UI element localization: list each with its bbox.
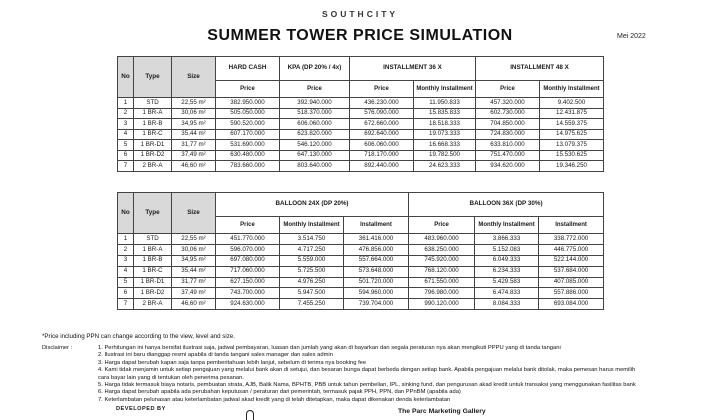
cell-price-36: 892.440.000	[350, 161, 414, 172]
cell-monthly-36: 6.474.833	[475, 288, 539, 299]
sub-price: Price	[350, 81, 414, 98]
table-row	[118, 244, 604, 255]
cell-price-36: 768.120.000	[409, 266, 475, 277]
col-no: No	[118, 193, 134, 234]
cell-hard-cash: 607.170.000	[216, 129, 280, 140]
table-row	[118, 255, 604, 266]
cell-kpa: 647.130.000	[280, 150, 350, 161]
cell-monthly-24: 7.455.250	[280, 299, 344, 310]
cell-no: 6	[118, 288, 134, 299]
cell-no: 1	[118, 98, 134, 109]
col-kpa: KPA (DP 20% / 4x)	[280, 57, 350, 81]
cell-price-48: 704.850.000	[476, 119, 540, 130]
cell-price-36: 718.170.000	[350, 150, 414, 161]
table-row	[118, 98, 604, 109]
cell-monthly-36: 19.073.333	[414, 129, 476, 140]
cell-monthly-48: 13.079.375	[540, 140, 604, 151]
cell-type: STD	[134, 234, 172, 245]
cell-hard-cash: 531.690.000	[216, 140, 280, 151]
cell-no: 4	[118, 266, 134, 277]
cell-no: 2	[118, 244, 134, 255]
table-row	[118, 266, 604, 277]
cell-type: 1 BR-C	[134, 266, 172, 277]
cell-size: 46,60 m²	[172, 299, 216, 310]
cell-price-36: 745.920.000	[409, 255, 475, 266]
disclaimer-lines	[98, 345, 636, 404]
cell-kpa: 546.120.000	[280, 140, 350, 151]
cell-monthly-24: 5.559.000	[280, 255, 344, 266]
sub-monthly: Monthly Installment	[540, 81, 604, 98]
disclaimer	[42, 345, 636, 404]
table-row	[118, 150, 604, 161]
cell-price-36: 671.550.000	[409, 277, 475, 288]
cell-monthly-36: 24.623.333	[414, 161, 476, 172]
col-installment-36: INSTALLMENT 36 X	[350, 57, 476, 81]
cell-monthly-36: 19.782.500	[414, 150, 476, 161]
cell-price-48: 602.730.000	[476, 108, 540, 119]
price-table-balloon	[117, 192, 604, 310]
cell-installment-36: 407.085.000	[539, 277, 604, 288]
cell-price-48: 751.470.000	[476, 150, 540, 161]
cell-type: 1 BR-D2	[134, 288, 172, 299]
cell-installment-24: 557.664.000	[344, 255, 409, 266]
cell-price-24: 717.060.000	[216, 266, 280, 277]
cell-monthly-36: 11.950.833	[414, 98, 476, 109]
cell-price-48: 724.830.000	[476, 129, 540, 140]
cell-no: 6	[118, 150, 134, 161]
cell-price-24: 451.770.000	[216, 234, 280, 245]
cell-type: 2 BR-A	[134, 161, 172, 172]
cell-type: 1 BR-B	[134, 119, 172, 130]
cell-installment-36: 693.084.000	[539, 299, 604, 310]
table-row	[118, 161, 604, 172]
cell-no: 3	[118, 255, 134, 266]
cell-price-36: 606.060.000	[350, 140, 414, 151]
cell-monthly-48: 14.975.625	[540, 129, 604, 140]
cell-price-24: 924.630.000	[216, 299, 280, 310]
cell-price-48: 934.620.000	[476, 161, 540, 172]
price-note: *Price including PPN can change according to the view, level and size.	[42, 333, 235, 340]
cell-installment-36: 338.772.000	[539, 234, 604, 245]
table-row	[118, 234, 604, 245]
cell-no: 7	[118, 299, 134, 310]
cell-hard-cash: 630.480.000	[216, 150, 280, 161]
cell-installment-24: 594.960.000	[344, 288, 409, 299]
sub-price: Price	[216, 217, 280, 234]
col-hard-cash: HARD CASH	[216, 57, 280, 81]
sub-price: Price	[216, 81, 280, 98]
cell-kpa: 392.940.000	[280, 98, 350, 109]
col-size: Size	[172, 193, 216, 234]
table-row	[118, 140, 604, 151]
cell-price-36: 692.640.000	[350, 129, 414, 140]
cell-price-36: 638.250.000	[409, 244, 475, 255]
cell-type: 1 BR-D1	[134, 277, 172, 288]
cell-type: STD	[134, 98, 172, 109]
cell-monthly-36: 5.429.583	[475, 277, 539, 288]
disclaimer-line: 3. Harga dapat berubah kapan saja tanpa pemberitahuan lebih lanjut, sebelum di terima nya booking fee	[98, 359, 367, 366]
cell-kpa: 606.060.000	[280, 119, 350, 130]
cell-monthly-24: 3.514.750	[280, 234, 344, 245]
table-row	[118, 299, 604, 310]
table-row	[118, 119, 604, 130]
cell-no: 3	[118, 119, 134, 130]
cell-monthly-48: 14.559.375	[540, 119, 604, 130]
cell-price-48: 457.320.000	[476, 98, 540, 109]
sub-installment: Installment	[539, 217, 604, 234]
cell-monthly-24: 4.717.250	[280, 244, 344, 255]
cell-price-36: 483.960.000	[409, 234, 475, 245]
cell-price-36: 576.090.000	[350, 108, 414, 119]
brand-name: SOUTHCITY	[321, 9, 399, 19]
cell-monthly-36: 3.866.333	[475, 234, 539, 245]
disclaimer-line: cara bayar lain yang di tentukan oleh penerima pesanan.	[98, 374, 244, 381]
cell-type: 1 BR-A	[134, 244, 172, 255]
table-row	[118, 277, 604, 288]
cell-hard-cash: 783.660.000	[216, 161, 280, 172]
cell-monthly-48: 19.346.250	[540, 161, 604, 172]
cell-type: 2 BR-A	[134, 299, 172, 310]
cell-hard-cash: 590.520.000	[216, 119, 280, 130]
cell-size: 31,77 m²	[172, 140, 216, 151]
cell-installment-24: 739.704.000	[344, 299, 409, 310]
cell-price-24: 697.080.000	[216, 255, 280, 266]
cell-type: 1 BR-D1	[134, 140, 172, 151]
cell-monthly-36: 6.049.333	[475, 255, 539, 266]
cell-price-48: 633.810.000	[476, 140, 540, 151]
cell-installment-24: 361.416.000	[344, 234, 409, 245]
disclaimer-line: 6. Harga dapat berubah apabila ada perubahan keputusan / peraturan dari pemerintah, termasuk pajak PPH, PPN, dan PPnBM (apabila ada)	[98, 389, 461, 396]
cell-price-36: 436.230.000	[350, 98, 414, 109]
cell-size: 37,49 m²	[172, 288, 216, 299]
cell-size: 34,95 m²	[172, 119, 216, 130]
cell-price-24: 627.150.000	[216, 277, 280, 288]
cell-monthly-36: 5.152.083	[475, 244, 539, 255]
cell-size: 31,77 m²	[172, 277, 216, 288]
cell-monthly-36: 18.518.333	[414, 119, 476, 130]
cell-price-36: 672.660.000	[350, 119, 414, 130]
disclaimer-line: 5. Harga tidak termasuk biaya notaris, pembuatan strata, AJB, Balik Nama, BPHTB, PBB untuk tahun pembelian, IPL, sinking fund, dan pengurusan akad kredit untuk transaksi yang menggunakan fasilitas bank	[98, 381, 636, 388]
col-installment-48: INSTALLMENT 48 X	[476, 57, 604, 81]
cell-monthly-48: 15.530.625	[540, 150, 604, 161]
cell-price-36: 990.120.000	[409, 299, 475, 310]
sub-monthly: Monthly Installment	[414, 81, 476, 98]
cell-kpa: 803.640.000	[280, 161, 350, 172]
cell-hard-cash: 505.050.000	[216, 108, 280, 119]
cell-monthly-36: 15.835.833	[414, 108, 476, 119]
sub-price: Price	[409, 217, 475, 234]
col-type: Type	[134, 57, 172, 98]
cell-monthly-48: 9.402.500	[540, 98, 604, 109]
cell-monthly-48: 12.431.875	[540, 108, 604, 119]
cell-monthly-36: 16.668.333	[414, 140, 476, 151]
price-table-installment	[117, 56, 604, 172]
sub-installment: Installment	[344, 217, 409, 234]
cell-kpa: 518.370.000	[280, 108, 350, 119]
cell-size: 30,06 m²	[172, 244, 216, 255]
sub-monthly: Monthly Installment	[475, 217, 539, 234]
disclaimer-line: 7. Keterlambatan pelunasan atau keterlambatan jadwal akad kredit yang di telah ditetapkan, maka dapat dikenakan denda keterlambatan	[98, 396, 451, 403]
disclaimer-label: Disclaimer :	[42, 344, 73, 351]
developer-logo-icon	[246, 410, 254, 420]
notes-section	[42, 333, 636, 404]
table-row	[118, 108, 604, 119]
cell-size: 22,55 m²	[172, 234, 216, 245]
disclaimer-line: 4. Kami tidak menjamin untuk setiap pengajuan yang melalui bank akan di setujui, dan besaran bunga dapat berbeda dengan setiap bank. Apabila pengajuan melalui bank ditolak, maka pemesan harus memilih	[98, 367, 636, 374]
date-label: Mei 2022	[617, 33, 646, 40]
cell-hard-cash: 382.950.000	[216, 98, 280, 109]
cell-installment-24: 476.856.000	[344, 244, 409, 255]
col-balloon-36: BALLOON 36X (DP 30%)	[409, 193, 604, 217]
cell-installment-24: 573.648.000	[344, 266, 409, 277]
col-size: Size	[172, 57, 216, 98]
sub-price: Price	[280, 81, 350, 98]
cell-no: 1	[118, 234, 134, 245]
cell-size: 35,44 m²	[172, 129, 216, 140]
cell-monthly-24: 5.725.500	[280, 266, 344, 277]
marketing-gallery-label: The Parc Marketing Gallery	[398, 408, 486, 415]
sub-price: Price	[476, 81, 540, 98]
cell-type: 1 BR-C	[134, 129, 172, 140]
cell-price-24: 743.700.000	[216, 288, 280, 299]
cell-size: 37,49 m²	[172, 150, 216, 161]
col-type: Type	[134, 193, 172, 234]
cell-no: 4	[118, 129, 134, 140]
cell-monthly-24: 4.976.250	[280, 277, 344, 288]
cell-size: 35,44 m²	[172, 266, 216, 277]
cell-monthly-36: 8.084.333	[475, 299, 539, 310]
table-row	[118, 129, 604, 140]
col-no: No	[118, 57, 134, 98]
cell-installment-36: 446.775.000	[539, 244, 604, 255]
cell-installment-24: 501.720.000	[344, 277, 409, 288]
page-title: SUMMER TOWER PRICE SIMULATION	[207, 27, 513, 44]
cell-no: 5	[118, 140, 134, 151]
cell-type: 1 BR-B	[134, 255, 172, 266]
cell-no: 7	[118, 161, 134, 172]
cell-no: 5	[118, 277, 134, 288]
cell-no: 2	[118, 108, 134, 119]
cell-size: 30,06 m²	[172, 108, 216, 119]
disclaimer-line: 1. Perhitungan ini hanya bersifat ilustrasi saja, jadwal pembayaran, luasan dan jumlah yang akan di bayarkan dan segala peraturan nya akan mengikuti PPPU yang di tanda tangani	[98, 344, 561, 351]
cell-type: 1 BR-A	[134, 108, 172, 119]
table-row	[118, 288, 604, 299]
cell-size: 22,55 m²	[172, 98, 216, 109]
disclaimer-line: 2. Ilustrasi ini baru dianggap resmi apabila di tanda tangani sales manager dan sales admin	[98, 352, 333, 359]
cell-installment-36: 537.684.000	[539, 266, 604, 277]
cell-monthly-36: 6.234.333	[475, 266, 539, 277]
cell-size: 46,60 m²	[172, 161, 216, 172]
cell-monthly-24: 5.947.500	[280, 288, 344, 299]
developed-by-label: DEVELOPED BY	[116, 406, 166, 412]
col-balloon-24: BALLOON 24X (DP 20%)	[216, 193, 409, 217]
cell-size: 34,95 m²	[172, 255, 216, 266]
cell-installment-36: 522.144.000	[539, 255, 604, 266]
cell-kpa: 623.820.000	[280, 129, 350, 140]
cell-type: 1 BR-D2	[134, 150, 172, 161]
cell-price-36: 796.980.000	[409, 288, 475, 299]
cell-installment-36: 557.886.000	[539, 288, 604, 299]
sub-monthly: Monthly Installment	[280, 217, 344, 234]
cell-price-24: 596.070.000	[216, 244, 280, 255]
